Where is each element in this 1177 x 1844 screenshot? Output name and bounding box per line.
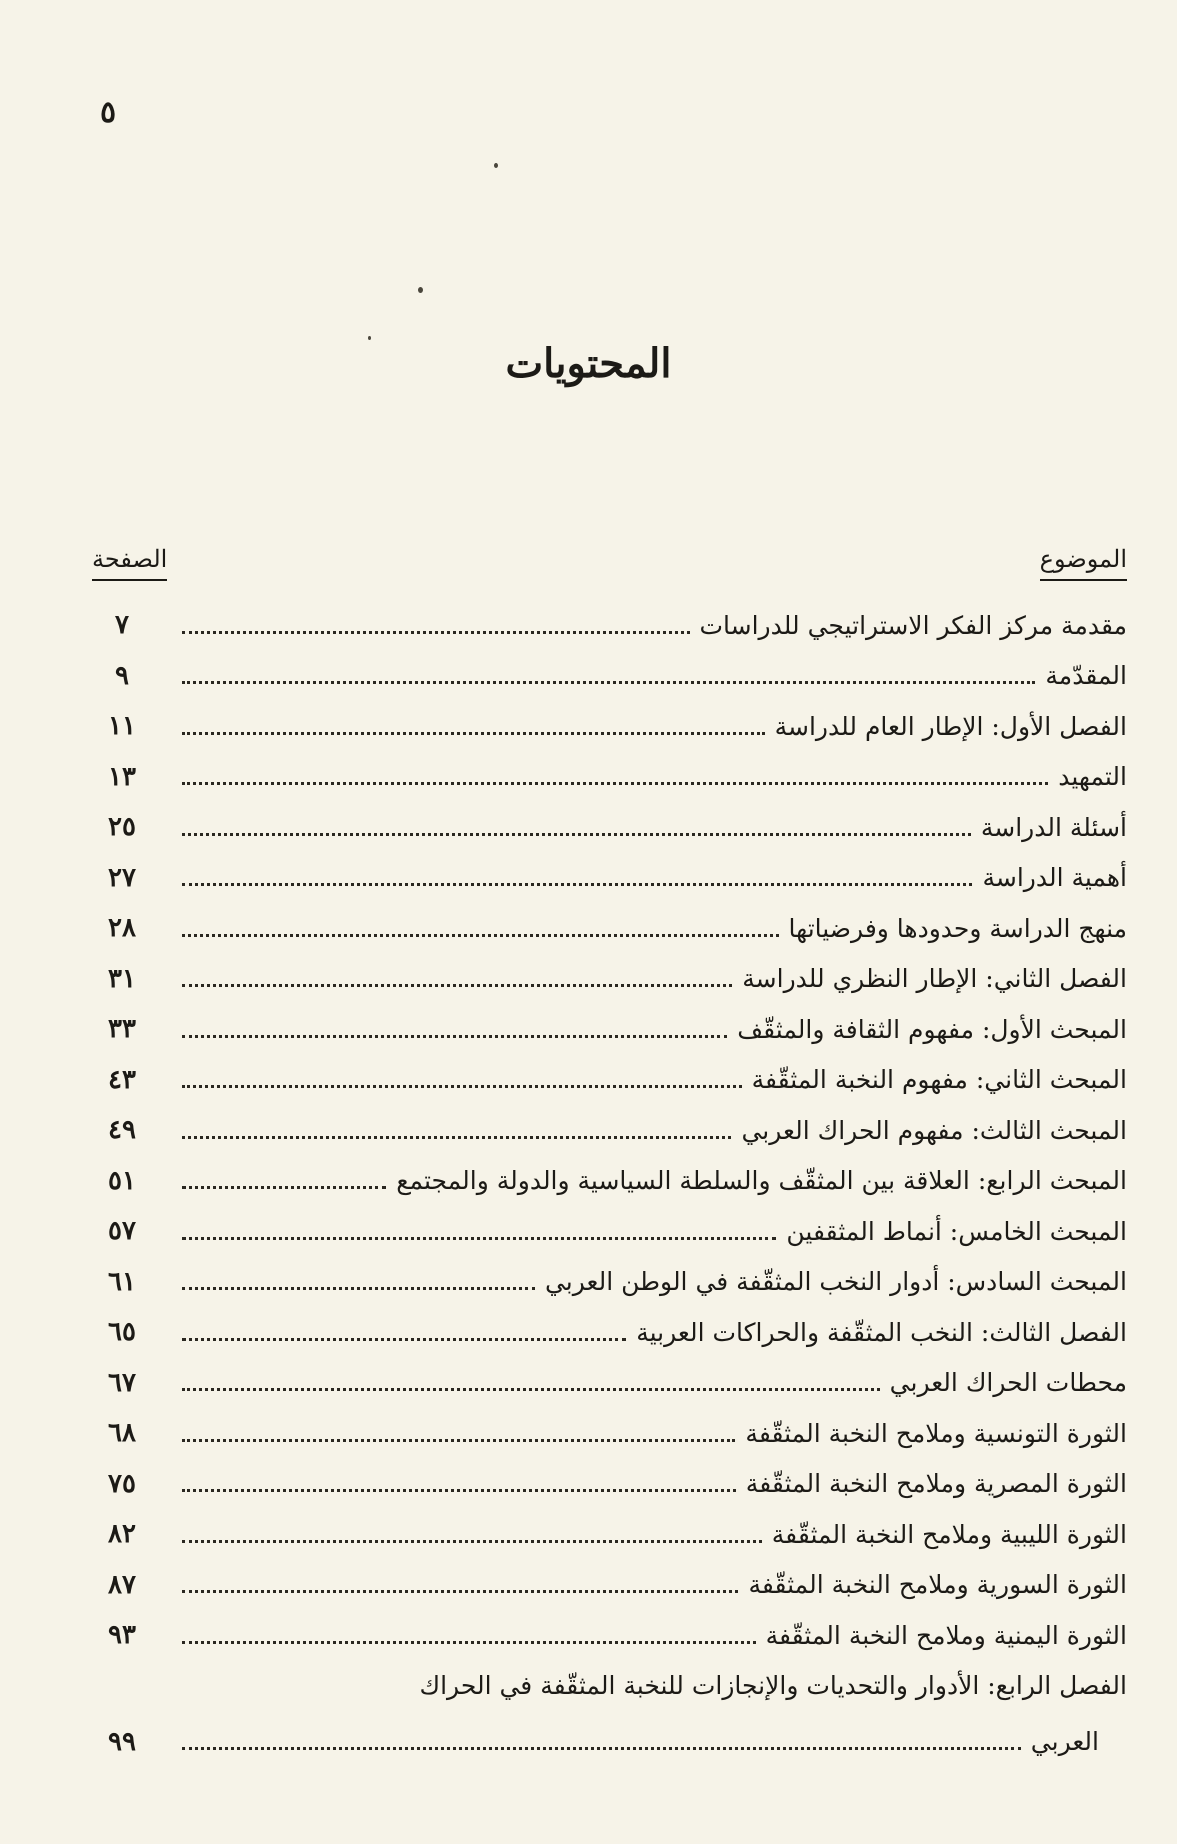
- dot-leader: [182, 934, 779, 937]
- toc-entry-title: أهمية الدراسة: [982, 863, 1127, 892]
- toc-entry-title: المبحث الثالث: مفهوم الحراك العربي: [741, 1115, 1127, 1145]
- toc-entry-title: الثورة الليبية وملامح النخبة المثقّفة: [771, 1519, 1127, 1549]
- toc-entry-page: ٦٨: [108, 1418, 136, 1448]
- dot-leader: [182, 1641, 756, 1644]
- dot-leader: [182, 1186, 386, 1189]
- toc-entry-title: مقدمة مركز الفكر الاستراتيجي للدراسات: [699, 610, 1127, 640]
- dot-leader: [182, 833, 971, 836]
- dot-leader: [182, 631, 690, 634]
- toc-entry: [92, 1156, 1127, 1207]
- dot-leader: [182, 681, 1035, 684]
- toc-entry: [92, 752, 1127, 803]
- toc-entry: [92, 1358, 1127, 1409]
- toc-entry-title: الثورة السورية وملامح النخبة المثقّفة: [748, 1570, 1127, 1599]
- toc-entry-page: ٦٧: [108, 1367, 136, 1398]
- toc-entry: [92, 1257, 1127, 1308]
- toc-entry-title: المقدّمة: [1045, 661, 1127, 690]
- toc-entry: [92, 853, 1127, 904]
- toc-entry-title: المبحث الخامس: أنماط المثقفين: [786, 1216, 1127, 1246]
- toc-entry-title-line2: العربي: [1030, 1727, 1099, 1756]
- dot-leader: [182, 883, 972, 886]
- toc-entry-title: التمهيد: [1058, 762, 1127, 791]
- toc-entry: [92, 1307, 1127, 1358]
- page-number: ٥: [100, 95, 117, 130]
- toc-entry-page: ١١: [108, 711, 136, 741]
- toc-entry-page: ٢٨: [108, 913, 136, 943]
- toc-entry: [92, 1610, 1127, 1661]
- toc-entry-title: الثورة اليمنية وملامح النخبة المثقّفة: [765, 1620, 1127, 1650]
- toc-entry-page: ٣١: [108, 963, 136, 994]
- toc-entry-page: ٧٥: [108, 1468, 136, 1499]
- toc-entry: [92, 1105, 1127, 1156]
- column-headers: [92, 545, 1127, 585]
- dot-leader: [182, 1388, 880, 1391]
- dot-leader: [182, 782, 1048, 785]
- toc-entry-title: الفصل الثالث: النخب المثقّفة والحراكات العربية: [636, 1317, 1127, 1347]
- toc-entry: [92, 802, 1127, 853]
- toc-entry-title: الفصل الثاني: الإطار النظري للدراسة: [742, 964, 1127, 993]
- toc-entry-title: المبحث الرابع: العلاقة بين المثقّف والسلطة السياسية والدولة والمجتمع: [396, 1166, 1127, 1195]
- toc-entry-page: ٩: [115, 660, 129, 691]
- toc-entry-title: المبحث الأول: مفهوم الثقافة والمثقّف: [737, 1014, 1127, 1044]
- dot-leader: [182, 1035, 727, 1038]
- dot-leader: [182, 984, 732, 987]
- toc-entry-title-line1: الفصل الرابع: الأدوار والتحديات والإنجازات للنخبة المثقّفة في الحراك: [419, 1671, 1127, 1700]
- dot-leader: [182, 732, 765, 735]
- toc-entry: [92, 1004, 1127, 1055]
- toc-entry-page: ٢٥: [108, 812, 136, 842]
- toc-entry-page: ١٣: [108, 761, 136, 792]
- dot-leader: [182, 1489, 736, 1492]
- toc-entry-page: ٤٩: [108, 1115, 136, 1145]
- toc-entry: [92, 903, 1127, 954]
- toc-entry-title: الفصل الأول: الإطار العام للدراسة: [774, 711, 1127, 741]
- topic-column-header: الموضوع: [1040, 545, 1127, 581]
- toc-entry-two-line: [92, 1661, 1127, 1776]
- toc-entry-page: ٦٥: [108, 1317, 136, 1347]
- toc-entry-page: ٩٩: [108, 1726, 136, 1757]
- toc-entry: [92, 701, 1127, 752]
- toc-entry-title: أسئلة الدراسة: [980, 812, 1127, 842]
- toc-entry: [92, 1560, 1127, 1611]
- toc-entry: [92, 1408, 1127, 1459]
- paper-speck: [494, 163, 498, 168]
- page-title: المحتويات: [505, 340, 672, 387]
- toc-entry-page: ٥٧: [108, 1216, 136, 1246]
- toc-entry-page: ٩٣: [108, 1620, 136, 1650]
- dot-leader: [182, 1085, 742, 1088]
- table-of-contents: [92, 600, 1127, 1776]
- toc-entry-title: الثورة التونسية وملامح النخبة المثقّفة: [745, 1418, 1127, 1448]
- dot-leader: [182, 1338, 626, 1341]
- toc-entry: [92, 1509, 1127, 1560]
- toc-entry-page: ٧: [115, 610, 129, 640]
- toc-entry-title: محطات الحراك العربي: [889, 1368, 1127, 1397]
- dot-leader: [182, 1590, 738, 1593]
- dot-leader: [182, 1540, 762, 1543]
- toc-entry: [92, 1206, 1127, 1257]
- dot-leader: [182, 1237, 776, 1240]
- toc-entry-page: ٤٣: [108, 1064, 136, 1095]
- dot-leader: [182, 1287, 535, 1290]
- toc-entry: [92, 954, 1127, 1005]
- paper-speck: [368, 336, 371, 340]
- toc-entry: [92, 600, 1127, 651]
- toc-entry-page: ٣٣: [108, 1014, 136, 1044]
- dot-leader: [182, 1136, 731, 1139]
- dot-leader: [182, 1747, 1021, 1750]
- toc-entry: [92, 651, 1127, 702]
- toc-entry-page: ٥١: [108, 1165, 136, 1196]
- toc-entry: [92, 1055, 1127, 1106]
- toc-entry-page: ٨٧: [108, 1569, 136, 1600]
- toc-entry-title: الثورة المصرية وملامح النخبة المثقّفة: [745, 1469, 1127, 1498]
- toc-entry-title: المبحث الثاني: مفهوم النخبة المثقّفة: [751, 1065, 1127, 1094]
- paper-speck: [418, 287, 423, 293]
- page-column-header: الصفحة: [92, 545, 167, 581]
- toc-entry-title: المبحث السادس: أدوار النخب المثقّفة في الوطن العربي: [544, 1267, 1127, 1296]
- dot-leader: [182, 1439, 735, 1442]
- toc-entry-page: ٦١: [108, 1266, 136, 1297]
- toc-entry-page: ٢٧: [108, 862, 136, 893]
- toc-entry-title: منهج الدراسة وحدودها وفرضياتها: [788, 913, 1127, 943]
- toc-entry-page: ٨٢: [108, 1519, 136, 1549]
- toc-entry: [92, 1459, 1127, 1510]
